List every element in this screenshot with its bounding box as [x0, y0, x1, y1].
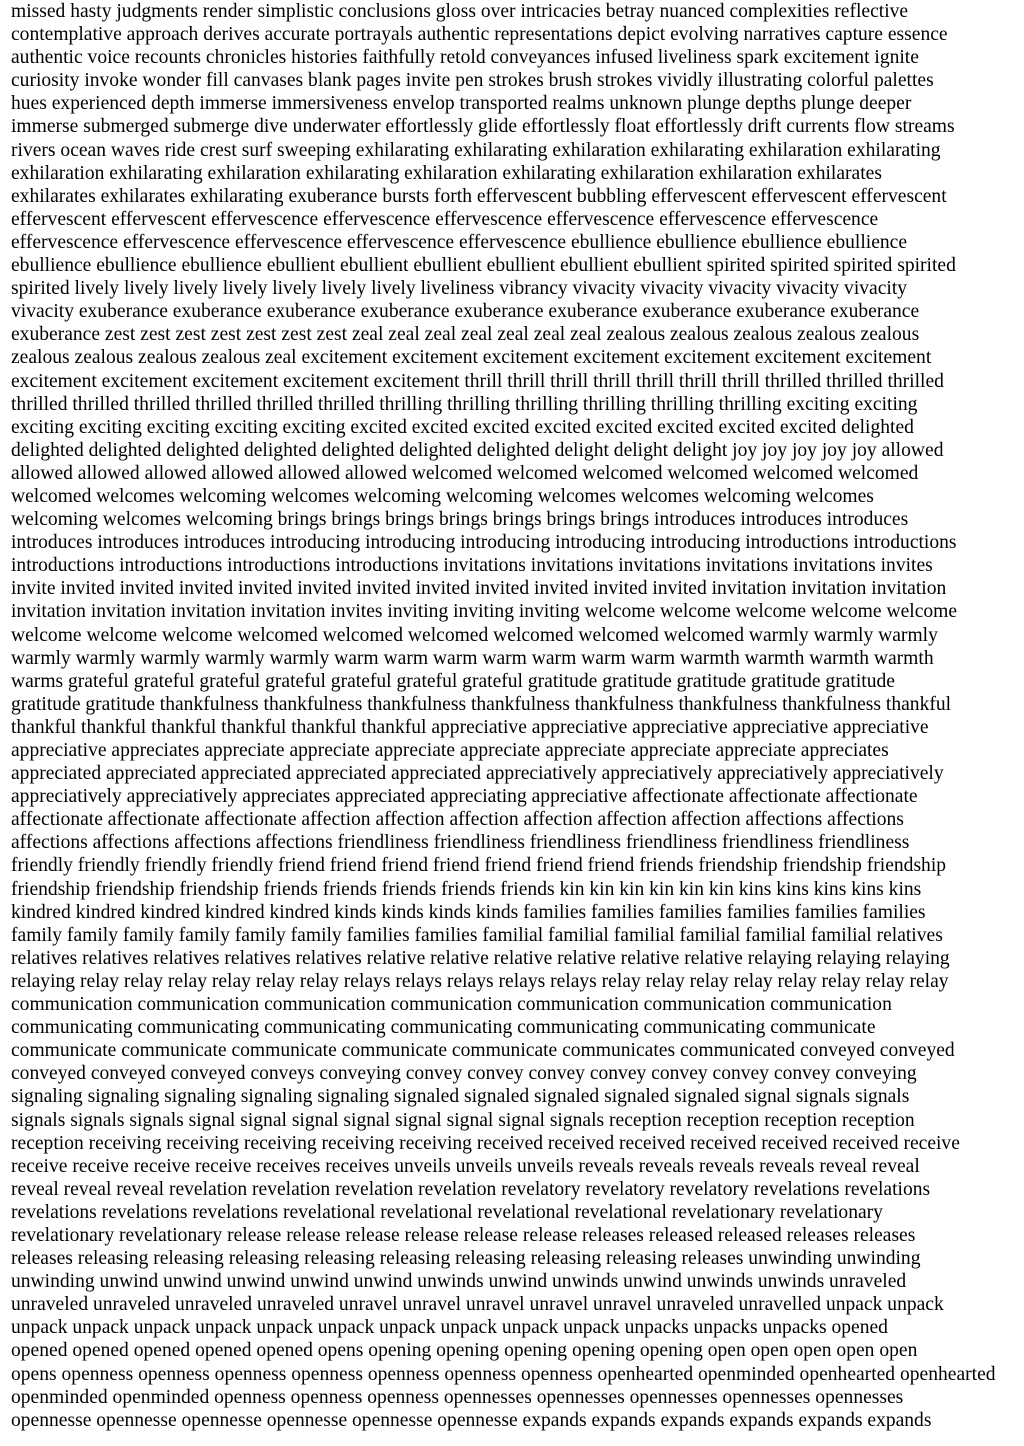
text-line: unraveled unraveled unraveled unraveled unravel unravel unravel unravel unravel unraveled unravelled unpack unpack [11, 1294, 944, 1316]
text-line: immerse submerged submerge dive underwater effortlessly glide effortlessly float effortlessly drift currents flow streams [11, 116, 955, 138]
text-line: excitement excitement excitement excitement excitement thrill thrill thrill thrill thrill thrill thrill thrilled thrilled thrilled [11, 370, 944, 392]
text-line: introductions introductions introductions introductions invitations invitations invitations invitations invitations invites [11, 555, 933, 577]
text-line: revelations revelations revelations revelational revelational revelational revelational revelationary revelationary [11, 1201, 883, 1223]
text-line: contemplative approach derives accurate portrayals authentic representations depict evolving narratives capture essence [11, 24, 948, 46]
text-line: reception receiving receiving receiving receiving receiving received received received received received received receive [11, 1132, 960, 1154]
text-line: thrilled thrilled thrilled thrilled thrilled thrilled thrilling thrilling thrilling thrilling thrilling thrilling exciting exciting [11, 393, 918, 415]
text-line: opens openness openness openness openness openness openness openness openhearted openminded openhearted openhearted [11, 1363, 996, 1385]
text-line: exciting exciting exciting exciting exciting excited excited excited excited excited excited excited excited delighted [11, 416, 914, 438]
text-line: friendly friendly friendly friendly friend friend friend friend friend friend friend friends friendship friendship friendship [11, 855, 947, 877]
text-line: invitation invitation invitation invitation invites inviting inviting inviting welcome welcome welcome welcome welcome [11, 601, 958, 623]
text-line: effervescence effervescence effervescence effervescence effervescence ebullience ebullience ebullience ebullience [11, 231, 908, 253]
text-line: openminded openminded openness openness openness opennesses opennesses opennesses opennesses opennesses [11, 1386, 904, 1408]
text-line: warmly warmly warmly warmly warmly warm warm warm warm warm warm warm warmth warmth warmth warmth [11, 647, 934, 669]
text-line: reveal reveal reveal revelation revelation revelation revelation revelatory revelatory revelatory revelations revelations [11, 1178, 931, 1200]
text-line: appreciative appreciates appreciate appreciate appreciate appreciate appreciate appreciate appreciate appreciates [11, 740, 889, 761]
text-line: curiosity invoke wonder fill canvases blank pages invite pen strokes brush strokes vividly illustrating colorful palettes [11, 70, 934, 92]
text-line: introduces introduces introduces introducing introducing introducing introducing introducing introductions introductions [11, 532, 957, 554]
text-line: welcome welcome welcome welcomed welcomed welcomed welcomed welcomed welcomed warmly warmly warmly [11, 624, 938, 646]
text-line: conveyed conveyed conveyed conveys conveying convey convey convey convey convey convey convey conveying [11, 1063, 917, 1085]
text-line: welcomed welcomes welcoming welcomes welcoming welcoming welcomes welcomes welcoming welcomes [11, 485, 874, 507]
text-line: authentic voice recounts chronicles histories faithfully retold conveyances infused liveliness spark excitement ignite [11, 47, 919, 69]
text-line: signaling signaling signaling signaling signaling signaled signaled signaled signaled signaled signal signals signals [11, 1086, 910, 1108]
text-line: thankful thankful thankful thankful thankful thankful appreciative appreciative appreciative appreciative appreciative [11, 716, 929, 738]
text-line: communicate communicate communicate communicate communicate communicates communicated conveyed conveyed [11, 1040, 955, 1062]
text-line: signals signals signals signal signal signal signal signal signal signal signals reception reception reception reception [11, 1109, 915, 1131]
text-line: invite invited invited invited invited invited invited invited invited invited invited invited invitation invitation invitation [11, 578, 947, 600]
text-line: exhilarates exhilarates exhilarating exuberance bursts forth effervescent bubbling effervescent effervescent effervescent [11, 185, 947, 207]
text-line: rivers ocean waves ride crest surf sweeping exhilarating exhilarating exhilaration exhilarating exhilaration exhilarating [11, 139, 941, 161]
text-line: revelationary revelationary release release release release release release releases released released releases releases [11, 1224, 916, 1246]
text-line: exhilaration exhilarating exhilaration exhilarating exhilaration exhilarating exhilaration exhilaration exhilarates [11, 162, 882, 184]
text-line: unwinding unwind unwind unwind unwind unwind unwinds unwind unwinds unwind unwinds unwinds unraveled [11, 1271, 907, 1293]
text-line: relatives relatives relatives relatives relatives relative relative relative relative relative relative relaying relaying relaying [11, 947, 950, 969]
text-line: gratitude gratitude thankfulness thankfulness thankfulness thankfulness thankfulness thankfulness thankfulness thankful [11, 693, 952, 715]
text-line: friendship friendship friendship friends friends friends friends friends kin kin kin kin kin kin kins kins kins kins kins [11, 878, 922, 900]
text-line: opennesse opennesse opennesse opennesse opennesse opennesse expands expands expands expands expands expands [11, 1409, 932, 1431]
text-line: vivacity exuberance exuberance exuberance exuberance exuberance exuberance exuberance exuberance exuberance [11, 301, 920, 323]
text-line: allowed allowed allowed allowed allowed allowed welcomed welcomed welcomed welcomed welcomed welcomed [11, 462, 919, 484]
text-line: exuberance zest zest zest zest zest zest zest zeal zeal zeal zeal zeal zeal zeal zealous zealous zealous zealous zealous [11, 324, 920, 346]
text-line: affections affections affections affections friendliness friendliness friendliness friendliness friendliness friendliness [11, 832, 910, 854]
body-text [11, 0, 1015, 1432]
text-line: hues experienced depth immerse immersiveness envelop transported realms unknown plunge depths plunge deeper [11, 93, 912, 115]
text-line: delighted delighted delighted delighted delighted delighted delighted delight delight delight joy joy joy joy joy allowed [11, 439, 944, 461]
text-line: warms grateful grateful grateful grateful grateful grateful grateful gratitude gratitude gratitude gratitude gratitude [11, 670, 895, 692]
text-line: family family family family family family families families familial familial familial familial familial familial relatives [11, 924, 943, 946]
text-line: missed hasty judgments render simplistic conclusions gloss over intricacies betray nuanced complexities reflective [11, 1, 909, 22]
text-line: effervescent effervescent effervescence effervescence effervescence effervescence effervescence effervescence [11, 208, 879, 230]
text-line: appreciated appreciated appreciated appreciated appreciated appreciatively appreciatively appreciatively appreciatively [11, 763, 944, 785]
text-line: relaying relay relay relay relay relay relay relays relays relays relays relays relay relay relay relay relay relay relay relay [11, 970, 949, 992]
text-line: welcoming welcomes welcoming brings brings brings brings brings brings brings introduces introduces introduces [11, 509, 909, 531]
text-line: spirited lively lively lively lively lively lively lively liveliness vibrancy vivacity vivacity vivacity vivacity vivacity [11, 278, 908, 300]
text-line: affectionate affectionate affectionate affection affection affection affection affection affection affections affections [11, 809, 904, 831]
text-line: unpack unpack unpack unpack unpack unpack unpack unpack unpack unpack unpacks unpacks unpacks opened [11, 1317, 888, 1339]
text-line: communication communication communication communication communication communication communication [11, 994, 892, 1016]
text-line: appreciatively appreciatively appreciates appreciated appreciating appreciative affectionate affectionate affectionate [11, 786, 918, 808]
text-line: communicating communicating communicating communicating communicating communicating communicate [11, 1017, 876, 1039]
text-line: receive receive receive receive receives receives unveils unveils unveils reveals reveals reveals reveals reveal reveal [11, 1155, 920, 1177]
text-line: zealous zealous zealous zealous zeal excitement excitement excitement excitement excitement excitement excitement [11, 347, 932, 369]
text-line: ebullience ebullience ebullience ebullient ebullient ebullient ebullient ebullient ebullient spirited spirited spirited spirited [11, 255, 956, 277]
text-line: opened opened opened opened opened opens opening opening opening opening opening open open open open open [11, 1340, 918, 1362]
text-line: kindred kindred kindred kindred kindred kinds kinds kinds kinds families families families families families families [11, 901, 926, 923]
text-line: releases releasing releasing releasing releasing releasing releasing releasing releasing releases unwinding unwinding [11, 1248, 921, 1270]
